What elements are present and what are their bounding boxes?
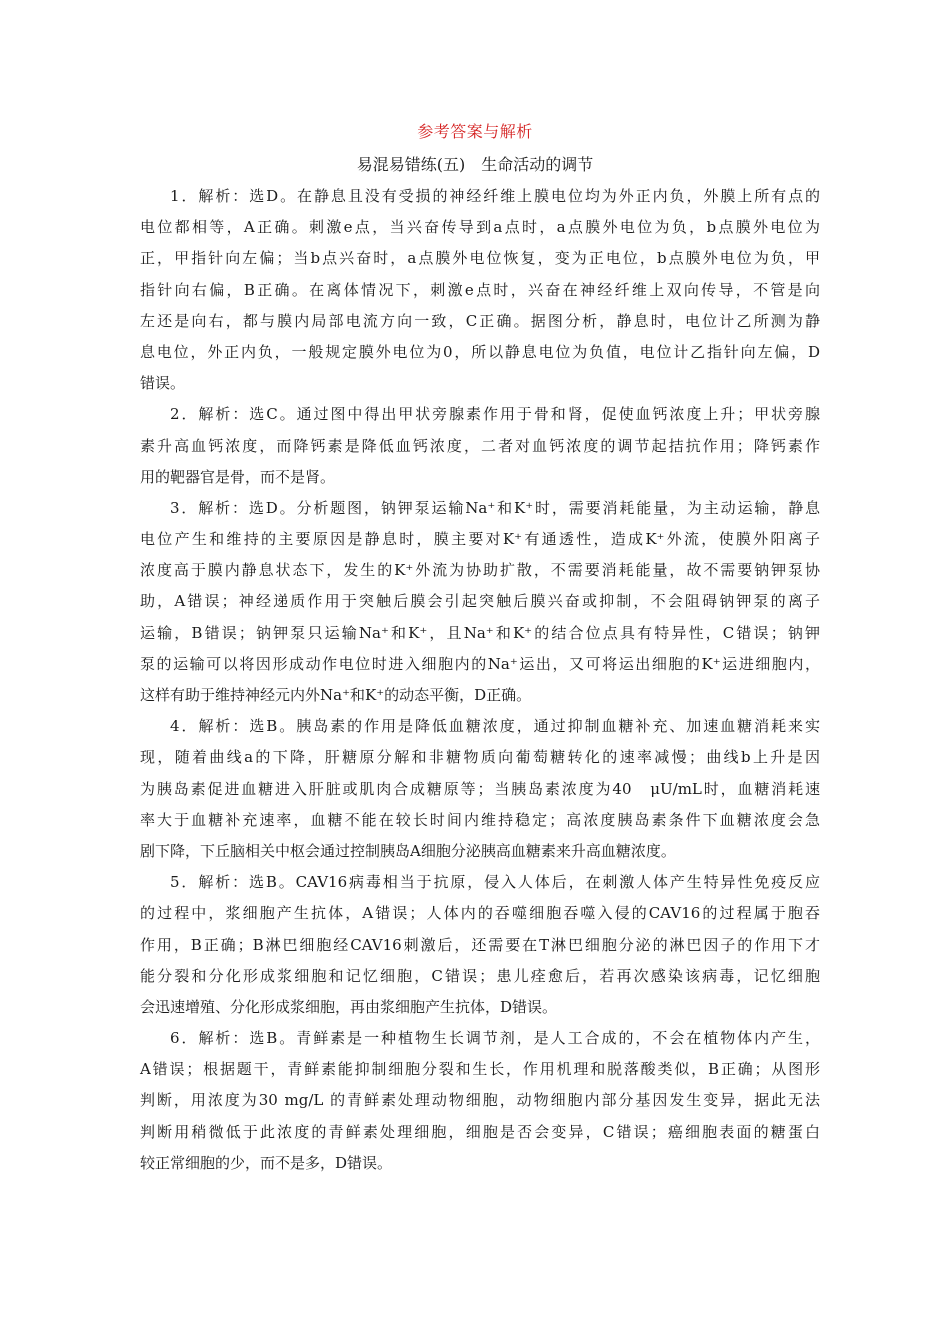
text-line: 素升高血钙浓度，而降钙素是降低血钙浓度，二者对血钙浓度的调节起拮抗作用；降钙素作 xyxy=(140,436,820,455)
text-line: 助，A错误；神经递质作用于突触后膜会引起突触后膜兴奋或抑制，不会阻碍钠钾泵的离子 xyxy=(140,592,820,611)
text-line: 正，甲指针向左偏；当b点兴奋时，a点膜外电位恢复，变为正电位，b点膜外电位为负，甲 xyxy=(140,249,820,268)
text-line: 会迅速增殖、分化形成浆细胞，再由浆细胞产生抗体，D错误。 xyxy=(140,997,558,1016)
answer-paragraph-2 xyxy=(140,399,820,493)
answer-paragraph-3 xyxy=(140,493,820,711)
answer-paragraph-1 xyxy=(140,181,820,399)
text-line: 电位都相等，A正确。刺激e点，当兴奋传导到a点时，a点膜外电位为负，b点膜外电位为 xyxy=(140,218,820,237)
page-title: 参考答案与解析 xyxy=(417,122,533,141)
text-line: 的过程中，浆细胞产生抗体，A错误；人体内的吞噬细胞吞噬入侵的CAV16的过程属于胞吞 xyxy=(140,904,820,923)
text-line: 用的靶器官是骨，而不是肾。 xyxy=(140,467,336,486)
text-line: 作用，B正确；B淋巴细胞经CAV16刺激后，还需要在T淋巴细胞分泌的淋巴因子的作用下才 xyxy=(140,935,820,954)
text-line: 4．解析：选B。胰岛素的作用是降低血糖浓度，通过抑制血糖补充、加速血糖消耗来实 xyxy=(170,717,820,736)
answer-paragraph-6 xyxy=(140,1023,820,1179)
text-line: 左还是向右，都与膜内局部电流方向一致，C正确。据图分析，静息时，电位计乙所测为静 xyxy=(140,311,820,330)
text-line: 指针向右偏，B正确。在离体情况下，刺激e点时，兴奋在神经纤维上双向传导，不管是向 xyxy=(140,280,820,299)
answer-paragraph-5 xyxy=(140,867,820,1023)
text-line: 现，随着曲线a的下降，肝糖原分解和非糖物质向葡萄糖转化的速率减慢；曲线b上升是因 xyxy=(140,748,820,767)
text-line: 率大于血糖补充速率，血糖不能在较长时间内维持稳定；高浓度胰岛素条件下血糖浓度会急 xyxy=(140,810,820,829)
text-line: 2．解析：选C。通过图中得出甲状旁腺素作用于骨和肾，促使血钙浓度上升；甲状旁腺 xyxy=(170,405,820,424)
text-line: 错误。 xyxy=(140,374,186,393)
text-line: 电位产生和维持的主要原因是静息时，膜主要对K⁺有通透性，造成K⁺外流，使膜外阳离子 xyxy=(140,530,820,549)
text-line: 剧下降，下丘脑相关中枢会通过控制胰岛A细胞分泌胰高血糖素来升高血糖浓度。 xyxy=(140,841,676,860)
text-line: 1．解析：选D。在静息且没有受损的神经纤维上膜电位均为外正内负，外膜上所有点的 xyxy=(170,187,820,205)
text-line: A错误；根据题干，青鲜素能抑制细胞分裂和生长，作用机理和脱落酸类似，B正确；从图形 xyxy=(140,1060,820,1079)
answer-body xyxy=(140,181,820,1179)
text-line: 3．解析：选D。分析题图，钠钾泵运输Na⁺和K⁺时，需要消耗能量，为主动运输，静息 xyxy=(170,498,820,517)
text-line: 浓度高于膜内静息状态下，发生的K⁺外流为协助扩散，不需要消耗能量，故不需要钠钾泵协 xyxy=(140,561,820,580)
text-line: 判断用稍微低于此浓度的青鲜素处理细胞，细胞是否会变异，C错误；癌细胞表面的糖蛋白 xyxy=(140,1122,820,1141)
text-line: 这样有助于维持神经元内外Na⁺和K⁺的动态平衡，D正确。 xyxy=(140,686,532,704)
text-line: 息电位，外正内负，一般规定膜外电位为0，所以静息电位为负值，电位计乙指针向左偏，D xyxy=(140,342,820,361)
answer-paragraph-4 xyxy=(140,711,820,867)
text-line: 5．解析：选B。CAV16病毒相当于抗原，侵入人体后，在刺激人体产生特异性免疫反应 xyxy=(170,873,820,892)
text-line: 泵的运输可以将因形成动作电位时进入细胞内的Na⁺运出，又可将运出细胞的K⁺运进细胞内， xyxy=(140,654,820,673)
text-line: 6．解析：选B。青鲜素是一种植物生长调节剂，是人工合成的，不会在植物体内产生， xyxy=(170,1029,820,1048)
text-line: 运输，B错误；钠钾泵只运输Na⁺和K⁺，且Na⁺和K⁺的结合位点具有特异性，C错误；钠钾 xyxy=(140,623,820,642)
page-subtitle: 易混易错练(五) 生命活动的调节 xyxy=(356,155,594,174)
text-line: 较正常细胞的少，而不是多，D错误。 xyxy=(140,1153,393,1172)
text-line: 为胰岛素促进血糖进入肝脏或肌肉合成糖原等；当胰岛素浓度为40 μU/mL时，血糖消耗速 xyxy=(140,779,820,798)
text-line: 能分裂和分化形成浆细胞和记忆细胞，C错误；患儿痊愈后，若再次感染该病毒，记忆细胞 xyxy=(140,966,820,985)
text-line: 判断，用浓度为30 mg/L 的青鲜素处理动物细胞，动物细胞内部分基因发生变异，据此无法 xyxy=(140,1091,820,1110)
